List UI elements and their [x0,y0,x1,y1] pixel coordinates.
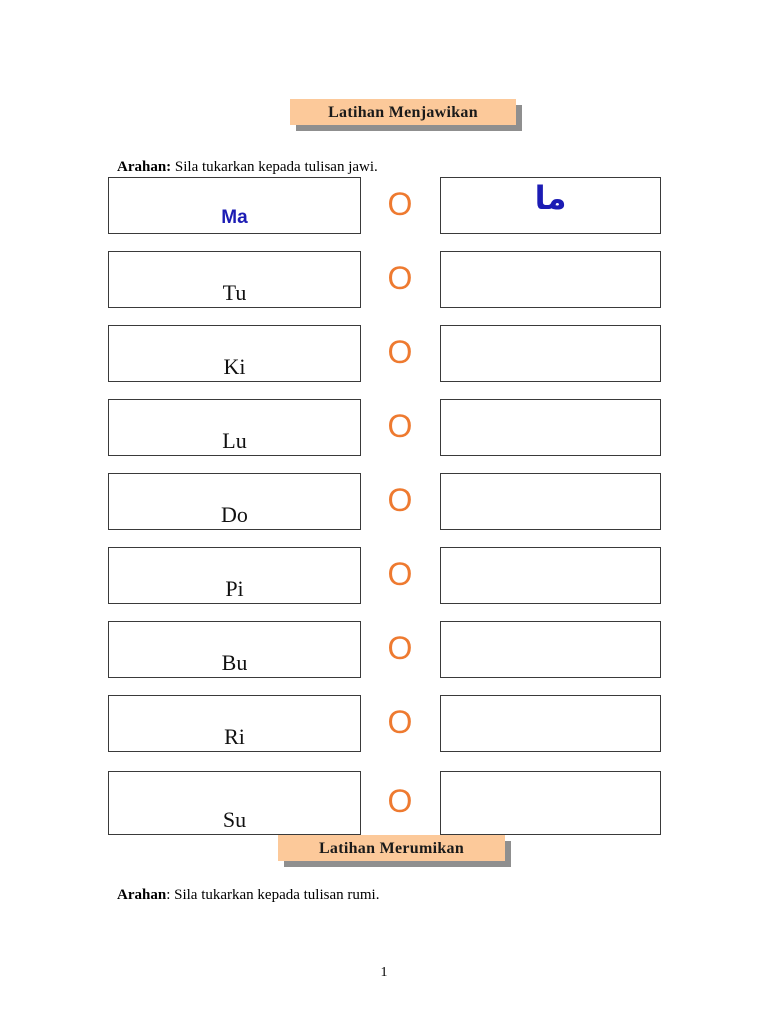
rumi-syllable: Ma [221,207,248,228]
circle-marker: O [387,783,413,819]
rumi-syllable: Ri [224,724,245,749]
exercise-title-jawi: Latihan Menjawikan [290,99,516,125]
exercise-title-rumi: Latihan Merumikan [278,835,505,861]
rumi-syllable: Su [222,807,247,832]
exercise-row [108,695,661,752]
exercise-row [108,771,661,835]
rumi-answer-box [108,547,361,604]
circle-marker: O [387,334,413,370]
rumi-answer-box [108,325,361,382]
rumi-syllable: Bu [221,650,248,675]
rumi-answer-box [108,251,361,308]
jawi-answer-box[interactable] [440,399,661,456]
rumi-syllable: Do [221,502,248,527]
rumi-answer-box [108,399,361,456]
instruction-label: Arahan: [117,159,172,175]
jawi-answer-box[interactable] [440,547,661,604]
rumi-syllable: Pi [225,576,244,601]
instruction-text: : Sila tukarkan kepada tulisan rumi. [166,887,380,903]
jawi-answer-box[interactable] [440,251,661,308]
rumi-answer-box [108,695,361,752]
instruction-jawi [117,158,378,176]
circle-marker: O [387,630,413,666]
exercise-row [108,473,661,530]
instruction-label: Arahan [117,887,167,903]
circle-marker: O [387,408,413,444]
exercise-row [108,547,661,604]
exercise-row [108,621,661,678]
jawi-syllable: ما [534,179,567,217]
rumi-answer-box [108,177,361,234]
circle-marker: O [387,556,413,592]
jawi-answer-box[interactable] [440,771,661,835]
page-number: 1 [380,965,388,980]
rumi-syllable: Tu [222,280,247,305]
circle-marker: O [387,186,413,222]
rumi-syllable: Lu [222,428,247,453]
exercise-row [108,399,661,456]
jawi-answer-box[interactable] [440,695,661,752]
exercise-row [108,251,661,308]
rumi-syllable: Ki [223,354,246,379]
jawi-answer-box[interactable] [440,177,661,234]
jawi-answer-box[interactable] [440,621,661,678]
rumi-answer-box [108,473,361,530]
jawi-answer-box[interactable] [440,325,661,382]
instruction-rumi [117,886,379,904]
exercise-row [108,177,661,234]
rumi-answer-box [108,771,361,835]
circle-marker: O [387,260,413,296]
circle-marker: O [387,482,413,518]
rumi-answer-box [108,621,361,678]
instruction-text: Sila tukarkan kepada tulisan jawi. [171,159,378,175]
circle-marker: O [387,704,413,740]
jawi-answer-box[interactable] [440,473,661,530]
exercise-row [108,325,661,382]
